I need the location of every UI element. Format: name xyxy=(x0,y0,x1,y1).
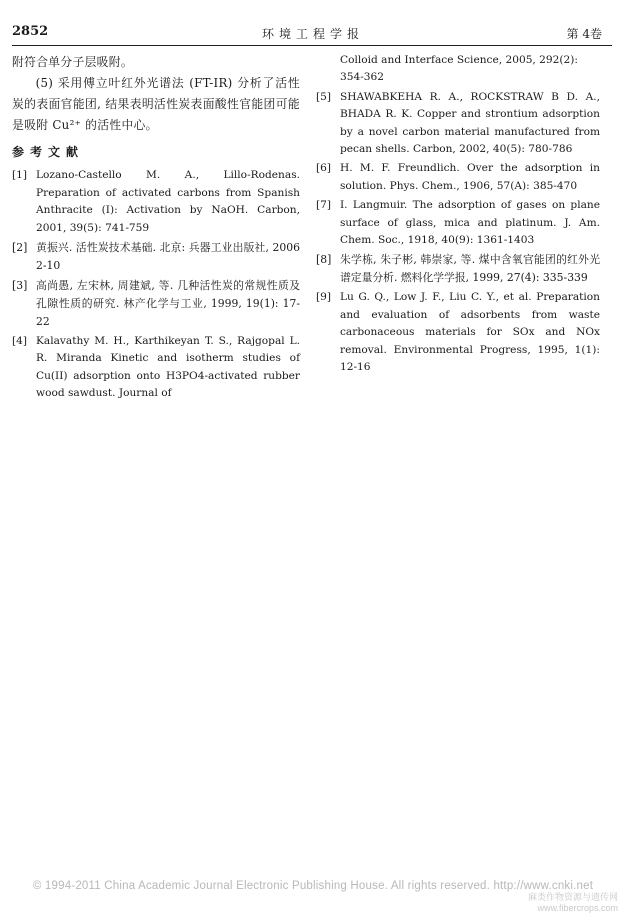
reference-item xyxy=(316,160,600,195)
conclusion-paragraph-end: 附符合单分子层吸附。 xyxy=(12,55,133,69)
site-watermark xyxy=(528,892,618,914)
reference-text: 高尚愚, 左宋林, 周建斌, 等. 几种活性炭的常规性质及孔隙性质的研究. 林产化学与工业, 1999, 19(1): 17-22 xyxy=(36,279,300,329)
reference-number: [1] xyxy=(12,169,28,182)
reference-number: [9] xyxy=(316,291,332,304)
reference-item xyxy=(316,289,600,376)
reference-number: [6] xyxy=(316,162,332,175)
reference-number: [4] xyxy=(12,335,28,348)
reference-item xyxy=(316,251,600,287)
reference-item xyxy=(12,277,300,331)
reference-item xyxy=(316,89,600,159)
watermark-line-url: www.fibercrops.com xyxy=(537,903,618,913)
reference-text: Lu G. Q., Low J. F., Liu C. Y., et al. Preparation and evaluation of adsorbents from waste carbonaceous materials for SOx and NOx removal. Environmental Progress, 1995, 1(1): 12-16 xyxy=(340,291,600,374)
journal-title: 环境工程学报 xyxy=(261,27,364,41)
reference-text: 黄振兴. 活性炭技术基础. 北京: 兵器工业出版社, 2006 2-10 xyxy=(36,241,300,273)
reference-number: [8] xyxy=(316,253,332,267)
reference-number: [5] xyxy=(316,90,332,103)
reference-text: H. M. F. Freundlich. Over the adsorption in solution. Phys. Chem., 1906, 57(A): 385-470 xyxy=(340,162,600,192)
reference-number: [2] xyxy=(12,241,28,255)
reference-number: [7] xyxy=(316,199,332,212)
reference-number: [3] xyxy=(12,279,28,293)
header-rule xyxy=(12,45,612,46)
watermark-line-cn: 麻类作物资源与遗传网 xyxy=(527,892,618,902)
reference-item xyxy=(12,167,300,237)
left-column xyxy=(12,52,300,405)
reference-item xyxy=(12,333,300,403)
right-column xyxy=(316,52,600,379)
reference-item xyxy=(316,197,600,249)
reference-text: Kalavathy M. H., Karthikeyan T. S., Rajgopal L. R. Miranda Kinetic and isotherm studies of Cu(II) adsorption onto H3PO4-activated rubber wood sawdust. Journal of xyxy=(36,335,300,400)
reference-text: 朱学栋, 朱子彬, 韩崇家, 等. 煤中含氧官能团的红外光谱定量分析. 燃料化学学报, 1999, 27(4): 335-339 xyxy=(340,253,600,285)
conclusion-paragraph-5: (5) 采用傅立叶红外光谱法 (FT-IR) 分析了活性炭的表面官能团, 结果表明活性炭表面酸性官能团可能是吸附 Cu²⁺ 的活性中心。 xyxy=(12,76,300,132)
reference-continuation: Colloid and Interface Science, 2005, 292(2): 354-362 xyxy=(340,54,578,84)
page-number: 2852 xyxy=(12,24,49,39)
reference-text: I. Langmuir. The adsorption of gases on plane surface of glass, mica and platinum. J. Am. Chem. Soc., 1918, 40(9): 1361-1403 xyxy=(340,199,600,247)
references-heading: 参考文献 xyxy=(12,145,85,159)
reference-text: Lozano-Castello M. A., Lillo-Rodenas. Preparation of activated carbons from Spanish Anthracite (I): Activation by NaOH. Carbon, 2001, 39(5): 741-759 xyxy=(36,169,300,234)
reference-text: SHAWABKEHA R. A., ROCKSTRAW B D. A., BHADA R. K. Copper and strontium adsorption by a novel carbon material manufactured from pecan shells. Carbon, 2002, 40(5): 780-786 xyxy=(340,90,600,156)
copyright-footer: © 1994-2011 China Academic Journal Electronic Publishing House. All rights reserved. http://www.cnki.net xyxy=(32,880,594,892)
volume-label: 第 4卷 xyxy=(566,27,602,41)
reference-item xyxy=(12,239,300,275)
